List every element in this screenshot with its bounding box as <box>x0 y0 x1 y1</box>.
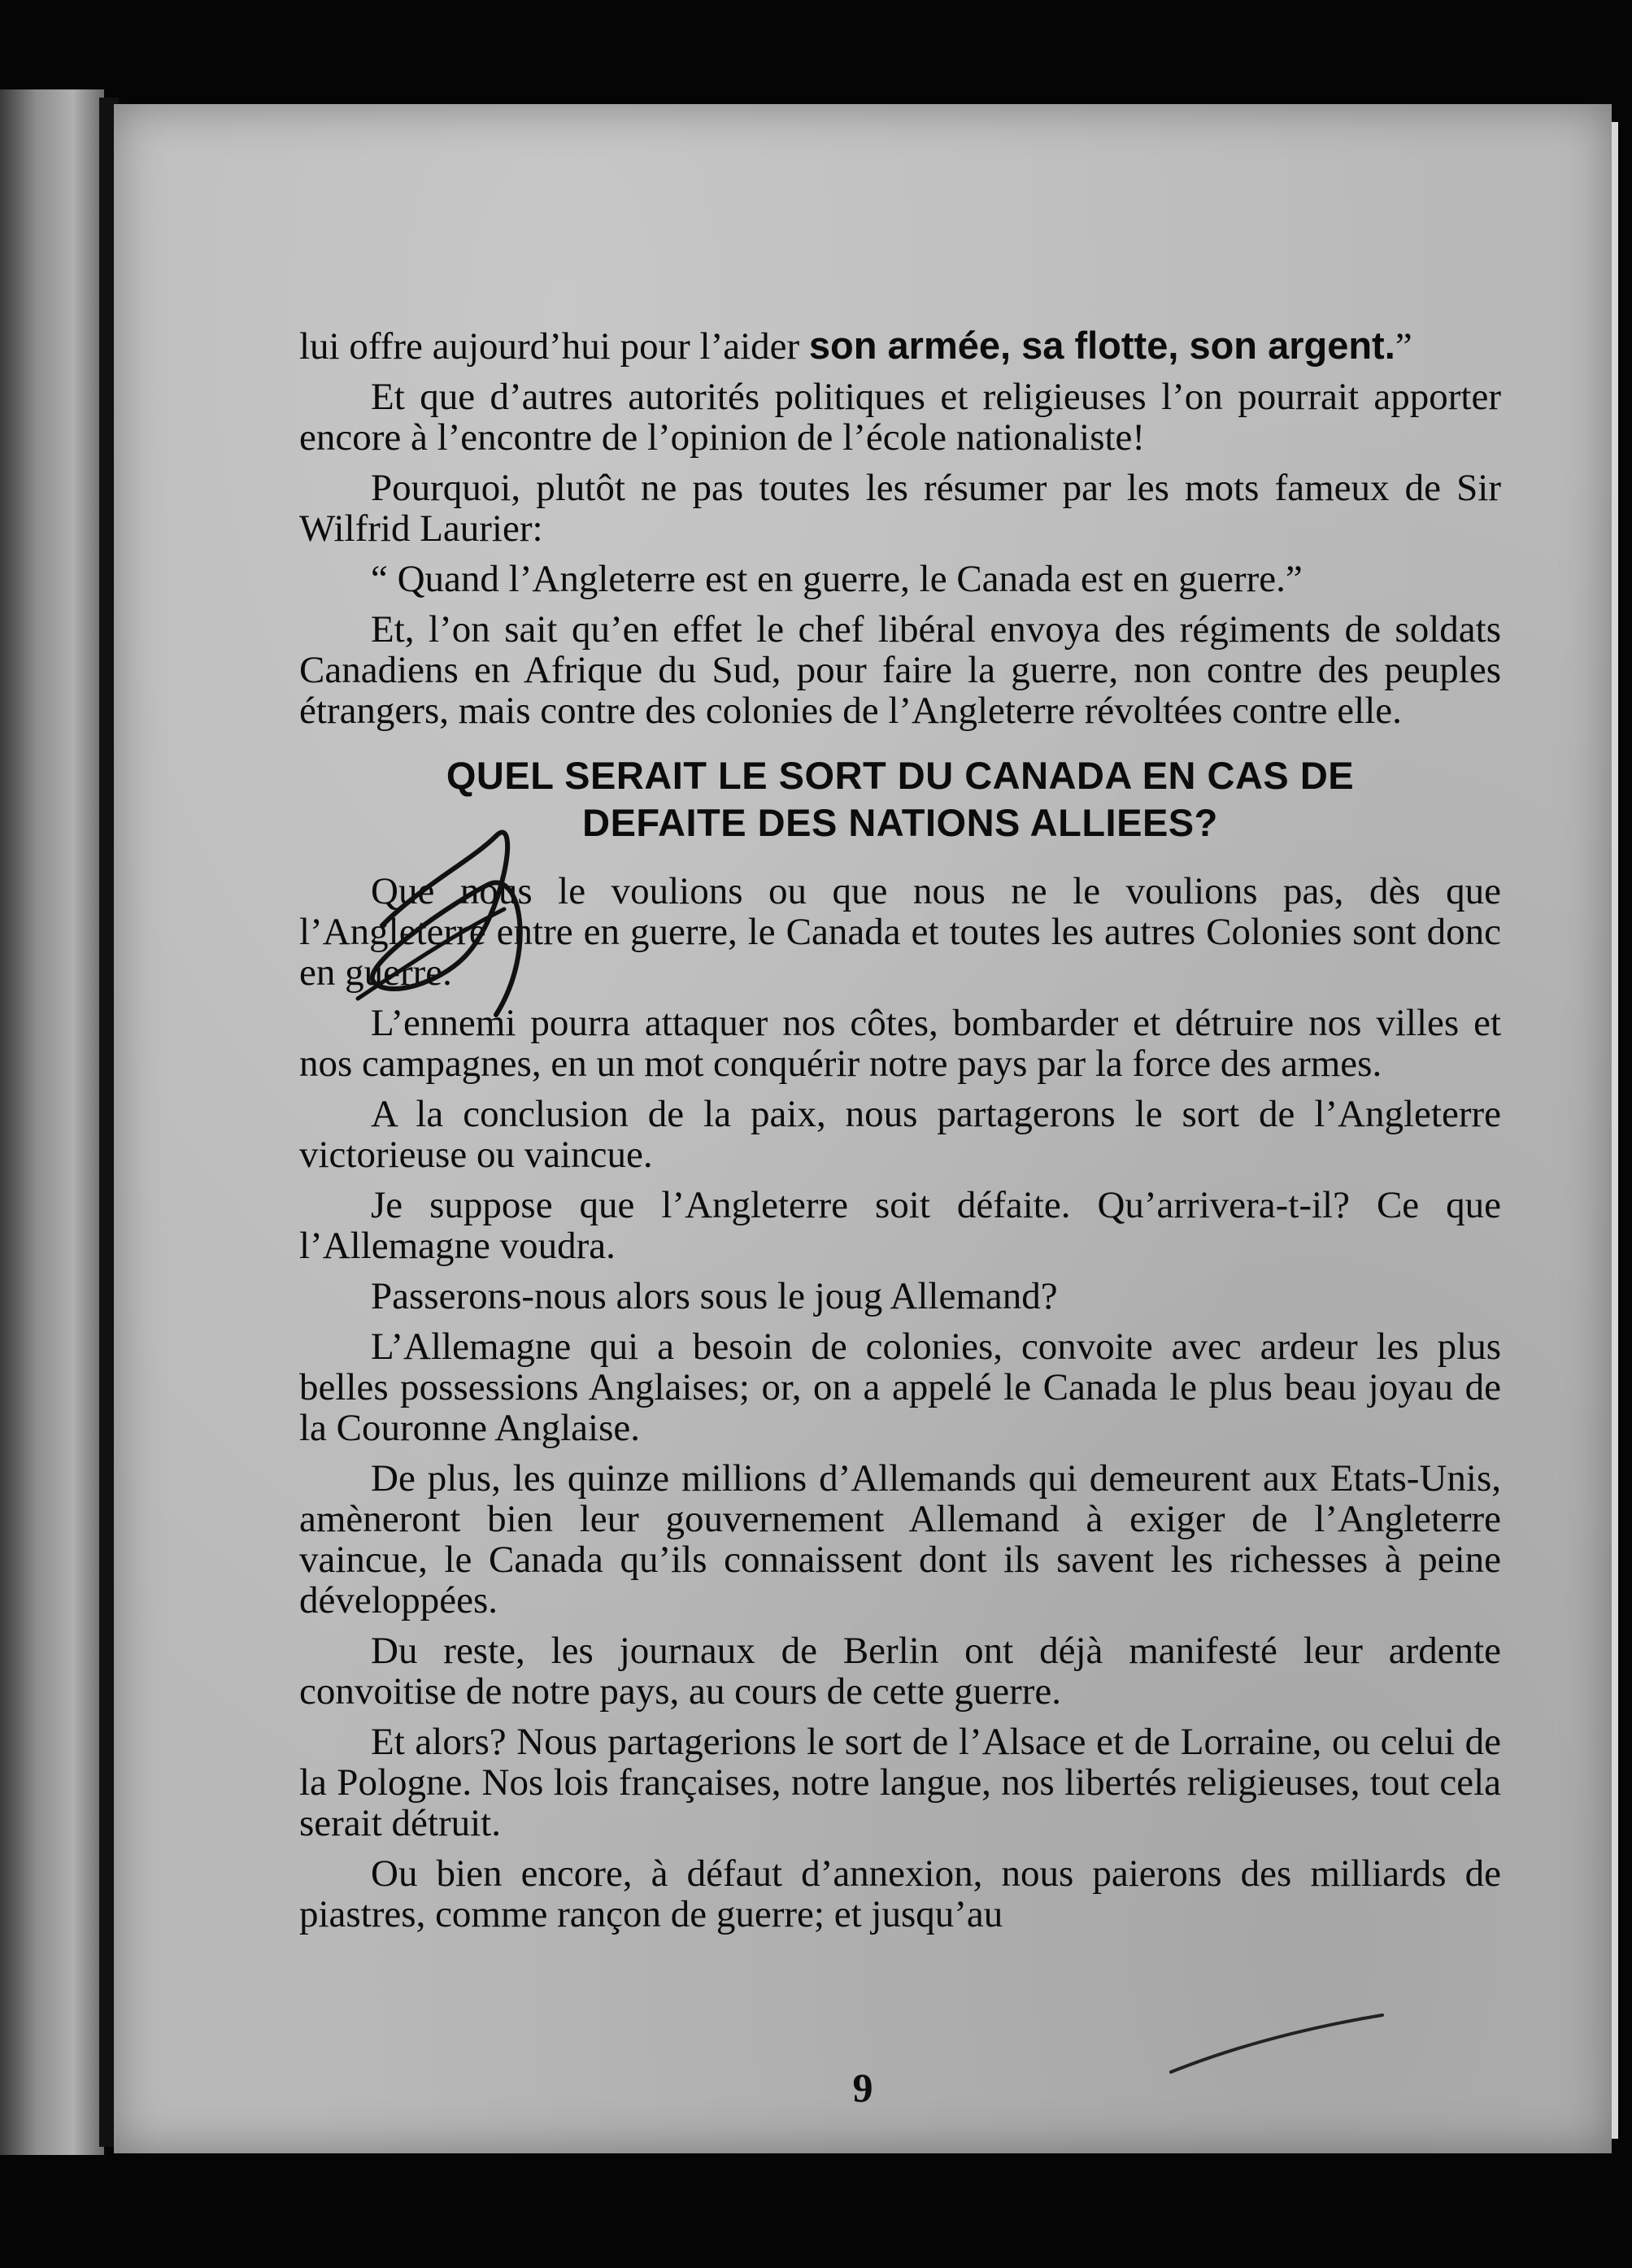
paragraph-10: Passerons-nous alors sous le joug Allemand? <box>371 1275 1058 1317</box>
paragraph-1-tail: ” <box>1395 325 1412 368</box>
book-page <box>114 104 1612 2153</box>
section-heading-line-1: QUEL SERAIT LE SORT DU CANADA EN CAS DE <box>446 754 1355 797</box>
page-number: 9 <box>852 2065 873 2110</box>
paragraph-1-lead: lui offre aujourd’hui pour l’aider <box>299 325 809 368</box>
paragraph-12: De plus, les quinze millions d’Allemands qui demeurent aux Etats-Unis, amèneront bien leur gouvernement Allemand à exiger de l’Angleterre vaincue, le Canada qu’ils connaissent dont ils savent les richesses à peine développées. <box>299 1457 1501 1622</box>
left-page-edge <box>0 89 104 2155</box>
paragraph-8: A la conclusion de la paix, nous partagerons le sort de l’Angleterre victorieuse ou vaincue. <box>299 1093 1501 1176</box>
section-heading-line-2: DEFAITE DES NATIONS ALLIEES? <box>582 801 1218 844</box>
paragraph-15: Ou bien encore, à défaut d’annexion, nous paierons des milliards de piastres, comme rançon de guerre; et jusqu’au <box>299 1852 1501 1935</box>
paragraph-6: Que nous le voulions ou que nous ne le voulions pas, dès que l’Angleterre entre en guerre, le Canada et toutes les autres Colonies sont donc en guerre. <box>299 870 1501 994</box>
paragraph-7: L’ennemi pourra attaquer nos côtes, bombarder et détruire nos villes et nos campagnes, en un mot conquérir notre pays par la force des armes. <box>299 1002 1501 1085</box>
paragraph-14: Et alors? Nous partagerions le sort de l’Alsace et de Lorraine, ou celui de la Pologne. Nos lois françaises, notre langue, nos libertés religieuses, tout cela serait détruit. <box>299 1721 1501 1844</box>
paragraph-13: Du reste, les journaux de Berlin ont déjà manifesté leur ardente convoitise de notre pays, au cours de cette guerre. <box>299 1630 1501 1713</box>
paragraph-9: Je suppose que l’Angleterre soit défaite. Qu’arrivera-t-il? Ce que l’Allemagne voudra. <box>299 1184 1501 1267</box>
laurier-quote: “ Quand l’Angleterre est en guerre, le Canada est en guerre.” <box>371 558 1303 600</box>
paragraph-1-bold: son armée, sa flotte, son argent. <box>808 324 1395 367</box>
paragraph-2: Et que d’autres autorités politiques et religieuses l’on pourrait apporter encore à l’encontre de l’opinion de l’école nationaliste! <box>299 376 1501 459</box>
right-page-edge <box>1612 122 1618 2139</box>
page-text-block <box>299 325 1501 1944</box>
paragraph-11: L’Allemagne qui a besoin de colonies, convoite avec ardeur les plus belles possessions Anglaises; or, on a appelé le Canada le plus beau joyau de la Couronne Anglaise. <box>299 1326 1501 1449</box>
section-heading <box>299 752 1501 847</box>
paragraph-1 <box>299 325 1501 367</box>
paragraph-5: Et, l’on sait qu’en effet le chef libéral envoya des régiments de soldats Canadiens en Afrique du Sud, pour faire la guerre, non contre des peuples étrangers, mais contre des colonies de l’Angleterre révoltées contre elle. <box>299 608 1501 732</box>
paragraph-3: Pourquoi, plutôt ne pas toutes les résumer par les mots fameux de Sir Wilfrid Laurier: <box>299 467 1501 550</box>
